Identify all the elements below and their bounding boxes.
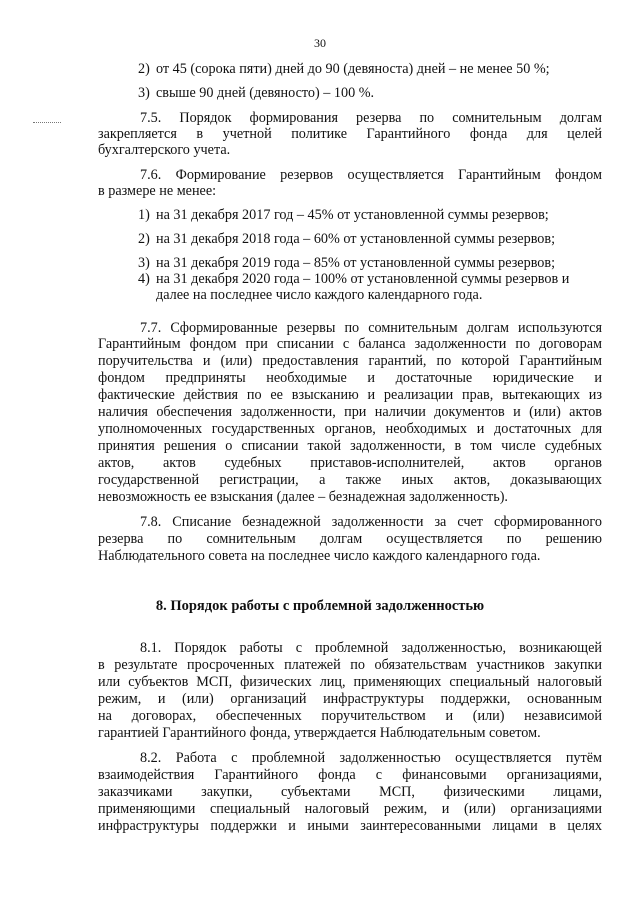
paragraph-7-7-line: фактические действия по ее взысканию и реализации прав, вытекающих из — [98, 387, 602, 403]
paragraph-7-7-line: государственной регистрации, а также иных актов, доказывающих — [98, 472, 602, 488]
paragraph-8-1-line: режим, и (или) организаций инфраструктуры поддержки, основанным — [98, 691, 602, 707]
list-item: свыше 90 дней (девяносто) – 100 %. — [156, 85, 375, 101]
paragraph-8-2-line: 8.2. Работа с проблемной задолженностью осуществляется путём — [140, 750, 602, 766]
paragraph-7-5-line: закрепляется в учетной политике Гарантийного фонда для целей — [98, 126, 602, 142]
paragraph-8-1-line: гарантией Гарантийного фонда, утверждается Наблюдательным советом. — [98, 725, 541, 741]
list-number: 1) — [138, 207, 150, 223]
paragraph-7-7-line: невозможность ее взыскания (далее – безнадежная задолженность). — [98, 489, 508, 505]
list-number: 2) — [138, 61, 150, 77]
paragraph-7-7-line: Гарантийным фондом при списании с баланса задолженности по договорам — [98, 336, 602, 352]
paragraph-7-7-line: поручительства и (или) предоставления гарантий, по которой Гарантийным — [98, 353, 602, 369]
paragraph-8-1-line: на договорах, обеспеченных поручительством и (или) независимой — [98, 708, 602, 724]
paragraph-7-7-line: фондом предприняты необходимые и достаточные юридические и — [98, 370, 602, 386]
paragraph-7-7-line: принятия решения о списании такой задолженности, в том числе судебных — [98, 438, 602, 454]
list-number: 2) — [138, 231, 150, 247]
page-number: 30 — [314, 36, 326, 50]
list-item: на 31 декабря 2020 года – 100% от установленной суммы резервов и — [156, 271, 570, 287]
paragraph-7-7-line: актов, актов судебных приставов-исполнителей, актов органов — [98, 455, 602, 471]
list-number: 3) — [138, 85, 150, 101]
paragraph-7-7-line: уполномоченных государственных органов, необходимых и достаточных для — [98, 421, 602, 437]
paragraph-8-2-line: заказчиками закупки, субъектами МСП, физическими лицами, — [98, 784, 602, 800]
paragraph-7-8-line: резерва по сомнительным долгам осуществляется по решению — [98, 531, 602, 547]
list-number: 4) — [138, 271, 150, 287]
section-8-heading: 8. Порядок работы с проблемной задолженностью — [155, 598, 485, 614]
paragraph-7-6-line: 7.6. Формирование резервов осуществляется Гарантийным фондом — [140, 167, 602, 183]
paragraph-7-7-line: наличия обеспечения задолженности, при наличии документов и (или) актов — [98, 404, 602, 420]
paragraph-8-2-line: применяющими специальный налоговый режим, и (или) организациями — [98, 801, 602, 817]
list-item: на 31 декабря 2019 года – 85% от установленной суммы резервов; — [156, 255, 556, 271]
paragraph-8-2-line: инфраструктуры поддержки и иными заинтересованными лицами в целях — [98, 818, 602, 834]
paragraph-8-1-line: в результате просроченных платежей по обязательствам участников закупки — [98, 657, 602, 673]
paragraph-7-6-line: в размере не менее: — [98, 183, 217, 199]
list-item: от 45 (сорока пяти) дней до 90 (девяноста) дней – не менее 50 %; — [156, 61, 550, 77]
paragraph-7-5-line: 7.5. Порядок формирования резерва по сомнительным долгам — [140, 110, 602, 126]
paragraph-8-1-line: или субъектов МСП, физических лиц, применяющих специальный налоговый — [98, 674, 602, 690]
margin-mark — [33, 122, 61, 125]
paragraph-8-1-line: 8.1. Порядок работы с проблемной задолженностью, возникающей — [140, 640, 602, 656]
list-number: 3) — [138, 255, 150, 271]
paragraph-7-5-line: бухгалтерского учета. — [98, 142, 231, 158]
list-item: на 31 декабря 2017 год – 45% от установленной суммы резервов; — [156, 207, 549, 223]
paragraph-8-2-line: взаимодействия Гарантийного фонда с финансовыми организациями, — [98, 767, 602, 783]
paragraph-7-7-line: 7.7. Сформированные резервы по сомнительным долгам используются — [140, 320, 602, 336]
paragraph-7-8-line: 7.8. Списание безнадежной задолженности за счет сформированного — [140, 514, 602, 530]
paragraph-7-8-line: Наблюдательного совета на последнее число каждого календарного года. — [98, 548, 541, 564]
list-item: на 31 декабря 2018 года – 60% от установленной суммы резервов; — [156, 231, 556, 247]
list-item: далее на последнее число каждого календарного года. — [156, 287, 483, 303]
